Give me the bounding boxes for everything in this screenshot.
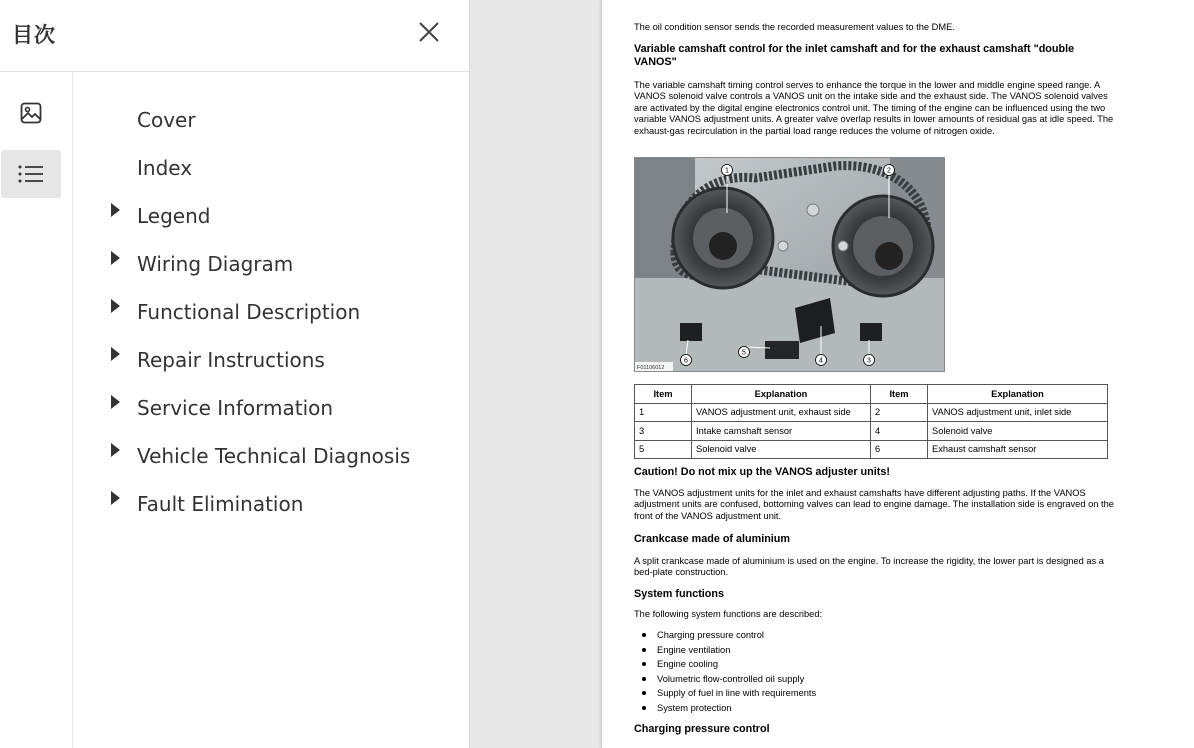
- toc-item-functional-description[interactable]: [74, 288, 464, 336]
- expand-arrow-icon[interactable]: [111, 491, 120, 505]
- toc-item-label: Functional Description: [137, 300, 361, 324]
- list-item: Engine cooling: [634, 657, 934, 672]
- list-item: Charging pressure control: [634, 628, 934, 643]
- list-icon: [17, 162, 45, 186]
- column-header: Item: [635, 385, 692, 404]
- callout-label: 6: [684, 357, 688, 365]
- toc-item-label: Cover: [137, 108, 196, 132]
- table-cell: VANOS adjustment unit, inlet side: [928, 403, 1108, 422]
- vanos-heading: Variable camshaft control for the inlet camshaft and for the exhaust camshaft "double VANOS": [634, 43, 1075, 68]
- toc-item-label: Repair Instructions: [137, 348, 325, 372]
- expand-arrow-icon[interactable]: [111, 347, 120, 361]
- engine-photo-illustration: [635, 158, 945, 372]
- table-cell: Solenoid valve: [692, 440, 871, 459]
- table-row: [635, 422, 1108, 441]
- table-cell: 3: [635, 422, 692, 441]
- toc-item-legend[interactable]: [74, 192, 464, 240]
- toc-list: [74, 96, 464, 528]
- toc-item-label: Service Information: [137, 396, 334, 420]
- list-view-button[interactable]: [1, 150, 61, 198]
- charging-pressure-heading: Charging pressure control: [634, 723, 770, 735]
- close-button[interactable]: [414, 17, 444, 47]
- expand-arrow-icon[interactable]: [111, 395, 120, 409]
- toc-item-label: Index: [137, 156, 193, 180]
- toc-item-cover[interactable]: [74, 96, 464, 144]
- list-item: Supply of fuel in line with requirements: [634, 686, 934, 701]
- toc-item-label: Fault Elimination: [137, 492, 304, 516]
- toc-panel: [0, 0, 470, 748]
- table-cell: 1: [635, 403, 692, 422]
- expand-arrow-icon[interactable]: [111, 299, 120, 313]
- toc-item-label: Wiring Diagram: [137, 252, 294, 276]
- image-view-button[interactable]: [1, 89, 61, 137]
- intro-paragraph: The oil condition sensor sends the recorded measurement values to the DME.: [634, 22, 955, 32]
- table-row: [635, 440, 1108, 459]
- table-cell: 6: [871, 440, 928, 459]
- toc-item-vehicle-technical-diagnosis[interactable]: [74, 432, 464, 480]
- table-row: [635, 403, 1108, 422]
- column-header: Item: [871, 385, 928, 404]
- figure-id: F01106012: [637, 365, 665, 371]
- system-functions-list: [634, 628, 934, 716]
- expand-arrow-icon[interactable]: [111, 203, 120, 217]
- column-header: Explanation: [692, 385, 871, 404]
- toc-item-service-information[interactable]: [74, 384, 464, 432]
- engine-photo: [634, 157, 945, 372]
- callout-label: 1: [725, 167, 729, 175]
- image-icon: [19, 101, 43, 125]
- crankcase-heading: Crankcase made of aluminium: [634, 533, 791, 545]
- callout-label: 4: [819, 357, 823, 365]
- toc-item-repair-instructions[interactable]: [74, 336, 464, 384]
- toc-header: [0, 0, 469, 72]
- callout-label: 3: [867, 357, 871, 365]
- table-cell: VANOS adjustment unit, exhaust side: [692, 403, 871, 422]
- table-cell: Intake camshaft sensor: [692, 422, 871, 441]
- system-functions-heading: System functions: [634, 588, 724, 600]
- toc-item-fault-elimination[interactable]: [74, 480, 464, 528]
- parts-table: [634, 384, 1108, 459]
- vanos-paragraph: The variable camshaft timing control serves to enhance the torque in the lower and middle engine speed range. A VANOS solenoid valve controls a VANOS unit on the intake side and the exhaust side. The VANOS solenoid valves are activated by the digital engine electronics control unit. The timing of the engine can be influenced using the two variable VANOS adjustment units. A greater valve overlap results in lower amounts of residual gas at idle speed. The exhaust-gas recirculation in the partial load range reduces the volume of nitrogen oxide.: [634, 80, 1114, 136]
- caution-heading: Caution! Do not mix up the VANOS adjuster units!: [634, 466, 890, 478]
- document-page: [601, 0, 1194, 748]
- close-icon: [414, 17, 444, 47]
- document-viewer[interactable]: [470, 0, 1194, 748]
- expand-arrow-icon[interactable]: [111, 443, 120, 457]
- column-header: Explanation: [928, 385, 1108, 404]
- system-functions-intro: The following system functions are described:: [634, 609, 823, 619]
- toc-item-label: Vehicle Technical Diagnosis: [137, 444, 411, 468]
- table-cell: 2: [871, 403, 928, 422]
- table-cell: Solenoid valve: [928, 422, 1108, 441]
- table-cell: 4: [871, 422, 928, 441]
- table-header-row: [635, 385, 1108, 404]
- expand-arrow-icon[interactable]: [111, 251, 120, 265]
- toc-item-label: Legend: [137, 204, 211, 228]
- icon-rail: [0, 72, 73, 748]
- table-cell: 5: [635, 440, 692, 459]
- toc-title: 目次: [12, 23, 56, 47]
- callout-label: 2: [887, 167, 891, 175]
- caution-paragraph: The VANOS adjustment units for the inlet and exhaust camshafts have different adjusting paths. If the VANOS adjustment units are confused, bottoming valves can lead to engine damage. The installation side is engraved on the front of the VANOS adjustment unit.: [634, 488, 1114, 521]
- callout-label: 5: [742, 349, 746, 357]
- list-item: System protection: [634, 701, 934, 716]
- list-item: Engine ventilation: [634, 643, 934, 658]
- toc-item-wiring-diagram[interactable]: [74, 240, 464, 288]
- list-item: Volumetric flow-controlled oil supply: [634, 672, 934, 687]
- crankcase-paragraph: A split crankcase made of aluminium is used on the engine. To increase the rigidity, the lower part is designed as a bed-plate construction.: [634, 556, 1104, 578]
- table-cell: Exhaust camshaft sensor: [928, 440, 1108, 459]
- toc-item-index[interactable]: [74, 144, 464, 192]
